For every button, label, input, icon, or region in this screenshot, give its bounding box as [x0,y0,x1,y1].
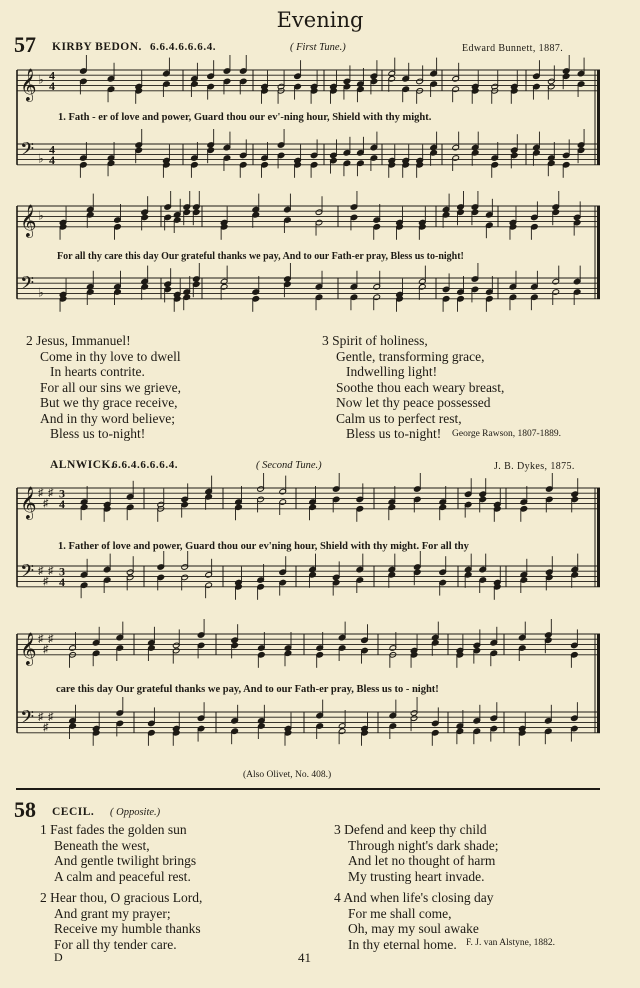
stanza-line: Receive my humble thanks [54,921,201,936]
bass-clef-icon: 𝄢 [20,707,35,733]
composer-dykes: J. B. Dykes, 1875. [494,461,575,472]
svg-text:♯: ♯ [43,643,49,656]
svg-text:♭: ♭ [38,151,44,166]
stanza-line: 1 Fast fades the golden sun [40,822,187,837]
stanza-block-left [26,333,181,442]
stanza-line: Beneath the west, [54,837,150,853]
svg-text:4: 4 [49,142,55,157]
tune-name-cecil: CECIL. [52,806,95,818]
treble-clef-icon: 𝄞 [20,67,37,101]
stanza-line: And let no thought of harm [348,853,496,868]
stanza-line: Now let thy peace possessed [336,395,491,410]
svg-text:♯: ♯ [43,497,49,510]
svg-text:♯: ♯ [38,633,44,646]
tune-name-kirby-bedon: KIRBY BEDON. [52,41,142,53]
lyrics-kirby-line-2: For all thy care this day Our grateful thanks we pay, And to our Fath-er pray, Bless us to-night! [57,251,464,262]
stanza-line: For me shall come, [348,905,452,921]
stanza-line: Gentle, transforming grace, [336,348,485,364]
stanza-block-58-right [334,822,499,952]
stanza-line: 3 Spirit of holiness, [322,333,428,348]
svg-text:♭: ♭ [38,72,44,87]
stanza-line: 3 Defend and keep thy child [334,822,487,837]
stanza-line: A calm and peaceful rest. [54,868,191,884]
svg-text:♯: ♯ [48,565,54,578]
stanza-line: Bless us to-night! [50,426,146,441]
stanza-line: In thy eternal home. [348,936,457,952]
hymn-number-58: 58 [14,797,36,822]
lyrics-alnwick-line-1: 1. Father of love and power, Guard thou our ev'ning hour, Shield with thy might. For all thy [58,541,469,552]
svg-text:♯: ♯ [48,711,54,724]
stanza-line: 4 And when life's closing day [334,890,494,905]
stanza-line: Bless us to-night! [346,426,442,441]
svg-text:♭: ♭ [38,285,44,300]
svg-text:♯: ♯ [43,721,49,734]
author-rawson: George Rawson, 1807-1889. [452,429,562,439]
opposite-note: ( Opposite.) [110,807,161,818]
music-system-kirby-2 [16,198,600,328]
music-system-kirby-1 [16,60,600,190]
svg-text:♯: ♯ [48,487,54,500]
svg-text:♯: ♯ [43,575,49,588]
stanza-line: Come in thy love to dwell [40,348,181,364]
first-tune-label: ( First Tune.) [290,42,346,53]
stanza-line: And in thy word believe; [40,410,175,426]
stanza-line: Oh, may my soul awake [348,921,479,936]
author-van-alstyne: F. J. van Alstyne, 1882. [466,938,555,948]
stanza-line: Through night's dark shade; [348,837,499,853]
svg-text:4: 4 [59,496,65,511]
bass-clef-icon: 𝄢 [20,139,35,165]
lyrics-kirby-line-1: 1. Fath - er of love and power, Guard thou our ev'-ning hour, Shield with thy might. [58,112,432,123]
svg-text:3: 3 [59,564,65,579]
page-number: 41 [298,950,311,965]
svg-text:♯: ♯ [38,487,44,500]
stanza-line: And gentle twilight brings [54,853,197,868]
treble-clef-icon: 𝄞 [20,631,37,665]
tune-meter: 6.6.4.6.6.6.4. [112,459,179,471]
svg-text:♯: ♯ [38,711,44,724]
stanza-line: But we thy grace receive, [40,395,178,410]
stanza-line: In hearts contrite. [50,364,145,379]
svg-text:♭: ♭ [38,208,44,223]
stanza-line: My trusting heart invade. [348,868,485,884]
stanza-line: 2 Jesus, Immanuel! [26,333,131,348]
svg-text:♯: ♯ [48,633,54,646]
also-olivet-note: (Also Olivet, No. 408.) [243,770,332,780]
lyrics-alnwick-line-2: care this day Our grateful thanks we pay, And to our Fath-er pray, Bless us to - night! [56,684,439,695]
svg-text:4: 4 [49,68,55,83]
svg-text:4: 4 [49,78,55,93]
hymn-number-57: 57 [14,32,36,57]
page-title: Evening [276,8,364,32]
svg-text:4: 4 [59,574,65,589]
bass-clef-icon: 𝄢 [20,273,35,299]
tune-name-alnwick: ALNWICK. [50,459,115,471]
svg-text:♯: ♯ [38,565,44,578]
signature-mark: D [54,950,63,964]
svg-text:3: 3 [59,486,65,501]
stanza-block-58-left [40,822,202,952]
stanza-line: And grant my prayer; [54,905,171,921]
stanza-line: 2 Hear thou, O gracious Lord, [40,890,203,905]
second-tune-label: ( Second Tune.) [256,460,322,471]
bass-clef-icon: 𝄢 [20,561,35,587]
stanza-line: Indwelling light! [346,364,438,379]
stanza-line: For all thy tender care. [54,936,177,952]
treble-clef-icon: 𝄞 [20,203,37,237]
divider [16,788,600,790]
stanza-line: Calm us to perfect rest, [336,410,462,426]
stanza-line: For all our sins we grieve, [40,379,181,395]
stanza-line: Soothe thou each weary breast, [336,379,505,395]
composer-bunnett: Edward Bunnett, 1887. [462,43,564,54]
tune-meter: 6.6.4.6.6.6.4. [150,41,217,53]
treble-clef-icon: 𝄞 [20,485,37,519]
svg-text:4: 4 [49,152,55,167]
stanza-block-right [322,333,504,442]
